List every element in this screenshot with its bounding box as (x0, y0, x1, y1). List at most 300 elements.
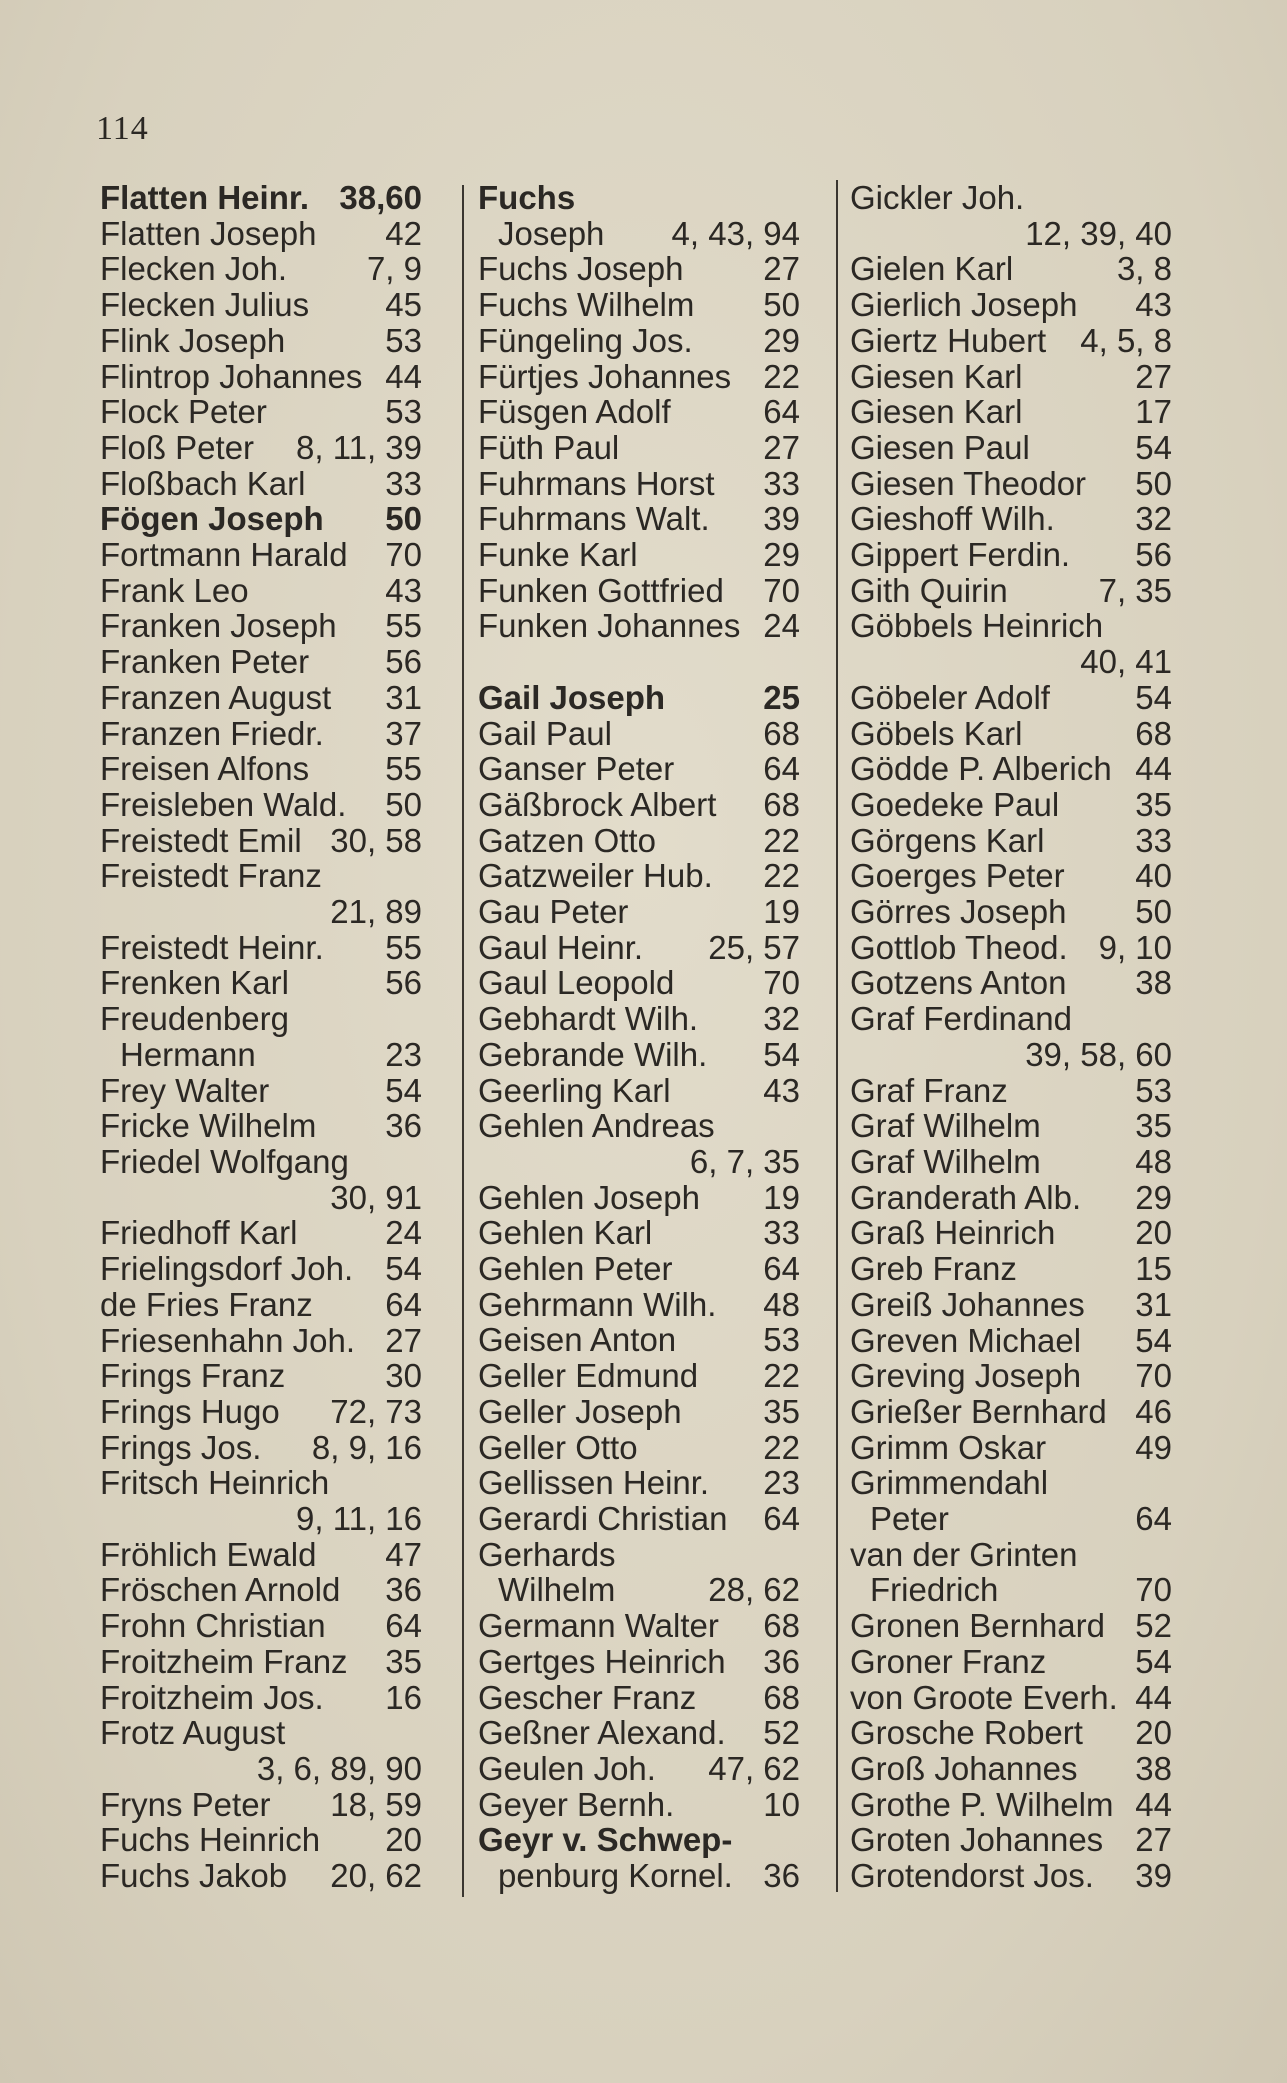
entry-pages: 68 (763, 714, 800, 752)
entry-name: Groner Franz (850, 1642, 1047, 1680)
index-entry (850, 501, 1172, 537)
entry-name: Fröschen Arnold (100, 1571, 341, 1609)
entry-pages: 36 (385, 1107, 422, 1145)
entry-name: Gehlen Andreas (478, 1107, 715, 1145)
index-column-1 (100, 180, 422, 1894)
entry-name: Görgens Karl (850, 821, 1045, 859)
index-entry (100, 1644, 422, 1680)
index-entry (850, 1501, 1172, 1537)
entry-name: Giesen Karl (850, 357, 1023, 395)
entry-name: Gehlen Karl (478, 1214, 653, 1252)
entry-pages: 17 (1135, 393, 1172, 431)
entry-pages: 33 (1135, 821, 1172, 859)
index-entry (478, 501, 800, 537)
index-entry (100, 823, 422, 859)
index-entry (850, 1394, 1172, 1430)
entry-pages: 35 (1135, 785, 1172, 823)
entry-pages: 23 (385, 1035, 422, 1073)
entry-pages: 43 (763, 1071, 800, 1109)
entry-pages: 38,60 (339, 179, 422, 216)
index-entry (850, 716, 1172, 752)
entry-pages: 56 (385, 964, 422, 1002)
entry-pages: 29 (763, 321, 800, 359)
entry-pages: 27 (763, 250, 800, 288)
entry-pages: 37 (385, 714, 422, 752)
entry-pages: 50 (1135, 893, 1172, 931)
entry-pages: 35 (1135, 1107, 1172, 1145)
entry-name: Geulen Joh. (478, 1749, 656, 1787)
index-entry (850, 1644, 1172, 1680)
index-entry (100, 1751, 422, 1787)
entry-name: Geyer Bernh. (478, 1785, 675, 1823)
index-entry (478, 1322, 800, 1358)
entry-name: Wilhelm (498, 1571, 616, 1609)
entry-name: de Fries Franz (100, 1285, 313, 1323)
index-entry (478, 251, 800, 287)
entry-pages: 64 (385, 1607, 422, 1645)
index-entry (850, 1073, 1172, 1109)
index-entry (850, 787, 1172, 823)
entry-pages: 53 (385, 393, 422, 431)
entry-name: von Groote Everh. (850, 1678, 1118, 1716)
entry-name: Grotendorst Jos. (850, 1857, 1094, 1895)
entry-name: Giertz Hubert (850, 321, 1047, 359)
entry-pages: 31 (1135, 1285, 1172, 1323)
index-entry (478, 1465, 800, 1501)
entry-name: Freisen Alfons (100, 750, 310, 788)
entry-name: Gehlen Peter (478, 1250, 673, 1288)
entry-pages: 30, 58 (330, 821, 422, 859)
entry-pages: 64 (763, 1250, 800, 1288)
index-entry (478, 180, 800, 216)
entry-pages: 21, 89 (330, 893, 422, 931)
index-entry (850, 537, 1172, 573)
entry-name: Göbeler Adolf (850, 678, 1050, 716)
entry-name: Fuhrmans Walt. (478, 500, 710, 538)
entry-name: Geßner Alexand. (478, 1714, 726, 1752)
entry-name: Groß Johannes (850, 1749, 1078, 1787)
entry-pages: 20 (1135, 1214, 1172, 1252)
entry-pages: 16 (385, 1678, 422, 1716)
entry-name: Funken Gottfried (478, 571, 724, 609)
entry-name: Füth Paul (478, 428, 620, 466)
index-entry (478, 1715, 800, 1751)
index-entry (100, 1108, 422, 1144)
index-entry (100, 287, 422, 323)
entry-name: Friedhoff Karl (100, 1214, 298, 1252)
entry-name: Flintrop Johannes (100, 357, 363, 395)
index-entry (478, 216, 800, 252)
entry-name: Graf Wilhelm (850, 1107, 1041, 1145)
index-entry (850, 1465, 1172, 1501)
index-entry (100, 1073, 422, 1109)
entry-pages: 33 (385, 464, 422, 502)
entry-name: penburg Kornel. (498, 1857, 733, 1895)
entry-name: Gith Quirin (850, 571, 1008, 609)
index-entry (850, 1001, 1172, 1037)
index-entry (478, 1108, 800, 1144)
entry-name: Görres Joseph (850, 893, 1067, 931)
index-entry (478, 1073, 800, 1109)
index-entry (850, 1680, 1172, 1716)
entry-pages: 8, 11, 39 (296, 428, 422, 466)
entry-name: Gehrmann Wilh. (478, 1285, 717, 1323)
entry-pages: 25, 57 (708, 928, 800, 966)
entry-name: Fritsch Heinrich (100, 1464, 330, 1502)
entry-name: Fuchs Wilhelm (478, 286, 695, 324)
entry-pages: 39 (763, 500, 800, 538)
index-entry (100, 930, 422, 966)
index-entry (850, 287, 1172, 323)
entry-name: Gescher Franz (478, 1678, 697, 1716)
entry-pages: 30 (385, 1357, 422, 1395)
entry-name: Fuchs Heinrich (100, 1821, 321, 1859)
entry-name: Freistedt Heinr. (100, 928, 324, 966)
index-entry (100, 1822, 422, 1858)
index-entry (478, 430, 800, 466)
entry-pages: 3, 8 (1116, 250, 1172, 288)
entry-name: Geller Otto (478, 1428, 638, 1466)
entry-name: Fürtjes Johannes (478, 357, 732, 395)
entry-name: Gatzen Otto (478, 821, 656, 859)
entry-name: Freistedt Emil (100, 821, 302, 859)
entry-pages: 36 (763, 1857, 800, 1895)
entry-name: Frings Franz (100, 1357, 286, 1395)
entry-name: Franzen Friedr. (100, 714, 324, 752)
entry-name: Flatten Joseph (100, 214, 317, 252)
entry-pages: 55 (385, 607, 422, 645)
index-entry (100, 1680, 422, 1716)
index-entry (478, 1001, 800, 1037)
entry-pages: 32 (763, 1000, 800, 1038)
entry-name: Floßbach Karl (100, 464, 306, 502)
index-entry (850, 680, 1172, 716)
index-entry (100, 644, 422, 680)
entry-name: Friesenhahn Joh. (100, 1321, 355, 1359)
entry-pages: 49 (1135, 1428, 1172, 1466)
index-entry (478, 1680, 800, 1716)
entry-pages: 53 (385, 321, 422, 359)
entry-pages: 10 (763, 1785, 800, 1823)
entry-pages: 32 (1135, 500, 1172, 538)
index-entry (478, 1144, 800, 1180)
entry-pages: 25 (763, 678, 800, 716)
index-entry (850, 573, 1172, 609)
entry-name: Frenken Karl (100, 964, 289, 1002)
entry-pages: 12, 39, 40 (1025, 214, 1172, 252)
entry-pages: 47 (385, 1535, 422, 1573)
index-entry (100, 1537, 422, 1573)
index-entry (478, 894, 800, 930)
entry-pages: 9, 11, 16 (296, 1500, 422, 1538)
entry-pages: 42 (385, 214, 422, 252)
index-entry (850, 1037, 1172, 1073)
index-entry (850, 1251, 1172, 1287)
entry-name: Flock Peter (100, 393, 267, 431)
index-entry (100, 1608, 422, 1644)
entry-pages: 70 (385, 536, 422, 574)
entry-pages: 70 (1135, 1357, 1172, 1395)
entry-name: Gieshoff Wilh. (850, 500, 1055, 538)
entry-name: Gäßbrock Albert (478, 785, 717, 823)
entry-pages: 44 (1135, 1678, 1172, 1716)
entry-pages: 52 (1135, 1607, 1172, 1645)
entry-name: Greb Franz (850, 1250, 1017, 1288)
entry-pages: 72, 73 (330, 1392, 422, 1430)
entry-pages: 40 (1135, 857, 1172, 895)
entry-name: Fuchs Joseph (478, 250, 684, 288)
entry-pages: 50 (763, 286, 800, 324)
entry-pages: 24 (763, 607, 800, 645)
entry-name: Ganser Peter (478, 750, 675, 788)
entry-name: Friedrich (870, 1571, 999, 1609)
index-entry (478, 930, 800, 966)
entry-pages: 33 (763, 464, 800, 502)
entry-name: Frank Leo (100, 571, 249, 609)
index-entry (850, 1787, 1172, 1823)
entry-name: Graß Heinrich (850, 1214, 1056, 1252)
entry-pages: 29 (1135, 1178, 1172, 1216)
entry-pages: 55 (385, 928, 422, 966)
entry-name: Gödde P. Alberich (850, 750, 1112, 788)
index-entry (850, 394, 1172, 430)
index-entry (478, 1822, 800, 1858)
index-entry (478, 1644, 800, 1680)
entry-name: Franzen August (100, 678, 332, 716)
index-entry (100, 787, 422, 823)
entry-pages: 36 (763, 1642, 800, 1680)
index-entry (478, 1180, 800, 1216)
entry-pages: 27 (385, 1321, 422, 1359)
entry-pages: 54 (385, 1250, 422, 1288)
index-entry (850, 1858, 1172, 1894)
entry-pages: 27 (1135, 1821, 1172, 1859)
entry-name: Germann Walter (478, 1607, 719, 1645)
entry-pages: 35 (385, 1642, 422, 1680)
entry-name: Graf Ferdinand (850, 1000, 1072, 1038)
index-entry (100, 1358, 422, 1394)
entry-name: Frielingsdorf Joh. (100, 1250, 354, 1288)
entry-pages: 68 (1135, 714, 1172, 752)
entry-pages: 38 (1135, 1749, 1172, 1787)
entry-pages: 54 (763, 1035, 800, 1073)
index-entry (478, 1787, 800, 1823)
entry-pages: 54 (1135, 428, 1172, 466)
index-entry (850, 1822, 1172, 1858)
entry-name: Fryns Peter (100, 1785, 271, 1823)
entry-name: Giesen Paul (850, 428, 1030, 466)
index-entry (100, 1858, 422, 1894)
index-entry (478, 537, 800, 573)
index-entry (478, 751, 800, 787)
entry-name: Frey Walter (100, 1071, 270, 1109)
entry-pages: 15 (1135, 1250, 1172, 1288)
entry-name: Peter (870, 1500, 949, 1538)
entry-name: Gail Paul (478, 714, 612, 752)
entry-name: Graf Wilhelm (850, 1142, 1041, 1180)
index-entry (100, 751, 422, 787)
index-entry (100, 1037, 422, 1073)
index-entry (850, 965, 1172, 1001)
index-entry (850, 1323, 1172, 1359)
entry-name: Grimm Oskar (850, 1428, 1047, 1466)
entry-pages: 39 (1135, 1857, 1172, 1895)
index-entry (478, 858, 800, 894)
entry-pages: 46 (1135, 1392, 1172, 1430)
entry-pages: 22 (763, 821, 800, 859)
index-entry (478, 716, 800, 752)
entry-name: Gottlob Theod. (850, 928, 1068, 966)
entry-pages: 43 (1135, 286, 1172, 324)
entry-name: Gehlen Joseph (478, 1178, 700, 1216)
entry-pages: 20 (385, 1821, 422, 1859)
index-entry (850, 858, 1172, 894)
entry-name: Gierlich Joseph (850, 286, 1078, 324)
index-entry (478, 965, 800, 1001)
entry-name: Grosche Robert (850, 1714, 1083, 1752)
entry-name: Flink Joseph (100, 321, 286, 359)
entry-name: Geller Edmund (478, 1357, 699, 1395)
entry-name: Frotz August (100, 1714, 286, 1752)
entry-pages: 18, 59 (330, 1785, 422, 1823)
entry-name: Frings Hugo (100, 1392, 280, 1430)
entry-pages: 70 (763, 964, 800, 1002)
entry-pages: 68 (763, 785, 800, 823)
entry-name: Gatzweiler Hub. (478, 857, 713, 895)
index-entry (478, 1751, 800, 1787)
entry-pages: 4, 43, 94 (671, 214, 800, 252)
entry-pages: 64 (763, 393, 800, 431)
index-entry (100, 251, 422, 287)
entry-pages: 54 (1135, 1321, 1172, 1359)
index-entry (100, 323, 422, 359)
entry-name: Gerhards (478, 1535, 616, 1573)
index-entry (850, 1572, 1172, 1608)
entry-name: Göbels Karl (850, 714, 1023, 752)
entry-pages: 27 (1135, 357, 1172, 395)
entry-pages: 45 (385, 286, 422, 324)
index-entry (850, 359, 1172, 395)
entry-pages: 52 (763, 1714, 800, 1752)
index-entry (478, 573, 800, 609)
entry-name: Füngeling Jos. (478, 321, 693, 359)
entry-pages: 22 (763, 1357, 800, 1395)
page-number: 114 (96, 110, 149, 147)
index-column-3 (850, 180, 1172, 1894)
entry-pages: 64 (385, 1285, 422, 1323)
index-entry (850, 823, 1172, 859)
entry-name: Gaul Heinr. (478, 928, 644, 966)
entry-name: Graf Franz (850, 1071, 1008, 1109)
entry-name: Franken Peter (100, 643, 310, 681)
index-entry (100, 1251, 422, 1287)
index-entry (100, 1323, 422, 1359)
entry-pages: 7, 35 (1098, 571, 1172, 609)
entry-name: Göbbels Heinrich (850, 607, 1104, 645)
entry-name: Gebhardt Wilh. (478, 1000, 699, 1038)
index-entry (850, 1215, 1172, 1251)
entry-pages: 36 (385, 1571, 422, 1609)
entry-pages: 22 (763, 1428, 800, 1466)
entry-name: Grießer Bernhard (850, 1392, 1107, 1430)
index-entry (478, 680, 800, 716)
entry-name: Freudenberg (100, 1000, 289, 1038)
index-entry (478, 823, 800, 859)
entry-pages: 22 (763, 357, 800, 395)
entry-pages: 48 (763, 1285, 800, 1323)
index-entry (100, 1465, 422, 1501)
entry-name: Flecken Julius (100, 286, 310, 324)
entry-pages: 55 (385, 750, 422, 788)
entry-name: Gronen Bernhard (850, 1607, 1105, 1645)
entry-name: Frings Jos. (100, 1428, 262, 1466)
entry-pages: 19 (763, 893, 800, 931)
entry-name: Gippert Ferdin. (850, 536, 1071, 574)
index-entry (100, 608, 422, 644)
entry-pages: 50 (385, 785, 422, 823)
entry-pages: 70 (763, 571, 800, 609)
entry-name: Funken Johannes (478, 607, 741, 645)
entry-pages: 20, 62 (330, 1857, 422, 1895)
entry-pages: 44 (1135, 750, 1172, 788)
entry-pages: 54 (1135, 678, 1172, 716)
entry-name: Frohn Christian (100, 1607, 326, 1645)
entry-pages: 19 (763, 1178, 800, 1216)
index-entry (100, 394, 422, 430)
entry-name: Fröhlich Ewald (100, 1535, 317, 1573)
index-entry (850, 466, 1172, 502)
entry-pages: 50 (1135, 464, 1172, 502)
index-entry (850, 930, 1172, 966)
entry-pages: 44 (1135, 1785, 1172, 1823)
entry-name: Gielen Karl (850, 250, 1014, 288)
entry-pages: 27 (763, 428, 800, 466)
entry-name: Fortmann Harald (100, 536, 348, 574)
index-entry (100, 466, 422, 502)
entry-name: Gerardi Christian (478, 1500, 728, 1537)
index-entry (100, 1144, 422, 1180)
index-entry (100, 965, 422, 1001)
entry-name: Gail Joseph (478, 678, 666, 716)
index-entry (478, 1394, 800, 1430)
index-entry (850, 894, 1172, 930)
index-entry (478, 1501, 800, 1537)
entry-pages: 8, 9, 16 (311, 1428, 422, 1466)
index-entry (478, 466, 800, 502)
entry-name: Groten Johannes (850, 1821, 1104, 1859)
entry-name: Flecken Joh. (100, 250, 288, 288)
index-entry (100, 1215, 422, 1251)
index-entry (850, 1537, 1172, 1573)
entry-pages: 31 (385, 678, 422, 716)
entry-pages: 3, 6, 89, 90 (256, 1749, 422, 1787)
index-entry (100, 1572, 422, 1608)
index-entry (478, 359, 800, 395)
index-entry (100, 716, 422, 752)
index-entry (850, 608, 1172, 644)
index-entry (100, 430, 422, 466)
entry-name: Froitzheim Franz (100, 1642, 348, 1680)
entry-name: Funke Karl (478, 536, 638, 574)
index-entry (478, 394, 800, 430)
entry-pages: 64 (1135, 1500, 1172, 1538)
entry-pages: 33 (763, 1214, 800, 1252)
entry-name: Gau Peter (478, 893, 629, 931)
entry-name: Fuhrmans Horst (478, 464, 715, 502)
entry-pages: 43 (385, 571, 422, 609)
index-entry (478, 1430, 800, 1466)
column-divider (462, 185, 464, 1897)
